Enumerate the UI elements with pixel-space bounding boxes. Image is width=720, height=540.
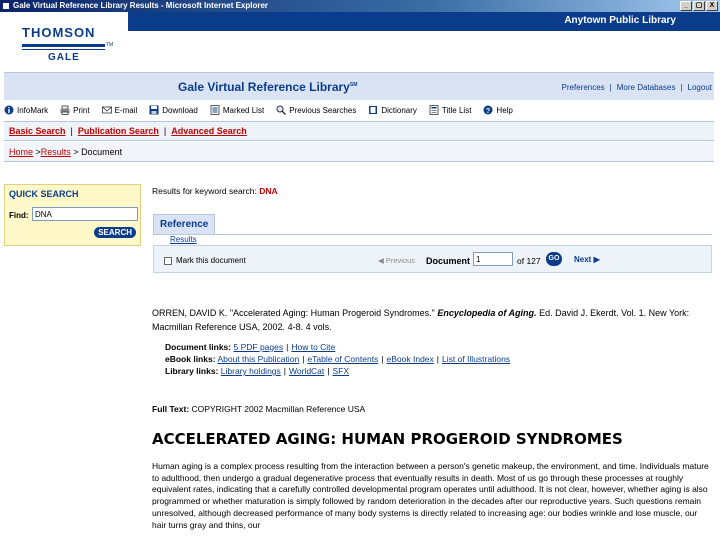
library-name: Anytown Public Library <box>564 15 676 26</box>
document-nav <box>153 245 712 273</box>
document-links <box>165 341 510 377</box>
mark-document[interactable]: Mark this document <box>164 256 246 265</box>
basic-search-link[interactable]: Basic Search <box>9 126 66 136</box>
toolbar-email[interactable]: E-mail <box>102 105 138 115</box>
citation-authors: ORREN, DAVID K. "Accelerated Aging: Human Progeroid Syndromes." <box>152 308 435 318</box>
window-title: Gale Virtual Reference Library Results - Microsoft Internet Explorer <box>13 1 269 10</box>
search-term: DNA <box>259 186 278 196</box>
document-label: Document <box>426 256 471 266</box>
article-title: ACCELERATED AGING: HUMAN PROGEROID SYNDROMES <box>152 430 623 448</box>
quick-search-panel <box>4 184 141 246</box>
pdf-pages-link[interactable]: 5 PDF pages <box>233 342 284 352</box>
search-links-bar <box>4 121 714 141</box>
breadcrumb-bar <box>4 142 714 162</box>
product-bar <box>4 72 714 100</box>
list-icon <box>210 105 220 115</box>
window-controls <box>680 1 718 11</box>
gale-logo: GALE <box>48 52 80 63</box>
more-databases-link[interactable]: More Databases <box>616 83 676 92</box>
etoc-link[interactable]: eTable of Contents <box>307 354 379 364</box>
illustrations-link[interactable]: List of Illustrations <box>442 354 511 364</box>
logo-rule-thin <box>22 49 105 50</box>
magnifier-icon <box>276 105 286 115</box>
copyright: COPYRIGHT 2002 Macmillan Reference USA <box>191 404 366 414</box>
publication-search-link[interactable]: Publication Search <box>77 126 159 136</box>
toolbar-download[interactable]: Download <box>149 105 198 115</box>
breadcrumb: Home >Results > Document <box>9 147 123 157</box>
citation <box>152 306 712 334</box>
ie-icon <box>2 2 10 10</box>
tab-rule <box>153 234 712 235</box>
library-bar <box>128 12 720 31</box>
site-header <box>0 12 720 72</box>
preferences-link[interactable]: Preferences <box>561 83 605 92</box>
tab-reference[interactable]: Reference <box>153 214 215 234</box>
document-count: of 127 <box>517 256 541 266</box>
ebook-index-link[interactable]: eBook Index <box>386 354 434 364</box>
quick-search-title: QUICK SEARCH <box>9 189 79 199</box>
toolbar-print[interactable]: Print <box>60 105 89 115</box>
citation-work: Encyclopedia of Aging. <box>437 308 537 318</box>
help-icon <box>483 105 493 115</box>
citation-details: Ed. David J. Ekerdt. Vol. 1. New York: Macmillan Reference USA, 2002. 4-8. 4 vols. <box>152 308 690 332</box>
disk-icon <box>149 105 159 115</box>
info-icon <box>4 105 14 115</box>
how-to-cite-link[interactable]: How to Cite <box>291 342 336 352</box>
logo-rule <box>22 44 105 47</box>
toolbar-help[interactable]: ? Help <box>483 105 512 115</box>
toolbar-marked-list[interactable]: Marked List <box>210 105 264 115</box>
ebook-links-row: eBook links: About this Publication | eTable of Contents | eBook Index | List of Illustrations <box>165 354 511 364</box>
left-arrow-icon: ◀ <box>378 256 384 265</box>
search-links: Basic Search | Publication Search | Advanced Search <box>9 126 247 136</box>
find-label: Find: <box>9 211 29 220</box>
top-links: Preferences | More Databases | Logout <box>561 83 712 92</box>
worldcat-link[interactable]: WorldCat <box>289 366 325 376</box>
mark-checkbox[interactable] <box>164 257 172 265</box>
envelope-icon <box>102 105 112 115</box>
previous-link[interactable]: ◀ Previous <box>378 256 416 265</box>
logout-link[interactable]: Logout <box>687 83 712 92</box>
article-body: Human aging is a complex process resulting from the interaction between a person's genetic makeup, the environment, and time. Individuals mature to adulthood, then undergo a gradual degenerative process that eventually results in death. Most of us go through these processes at roughly equivalent rates, indicating that a carefully controlled developmental program operates until adulthood. It is not clear, however, whether aging is also programmed or whether maturation is simply followed by random deterioration in the decades after our reproductive years. Such questions remain unresolved, although decreased performance of many body systems is directly related to increasing age: our bodies wrinkle and lose muscle, our hair turns gray and thins, our <box>152 461 709 530</box>
quick-search-button[interactable]: SEARCH <box>94 227 136 238</box>
next-link[interactable]: Next ▶ <box>574 255 600 264</box>
library-holdings-link[interactable]: Library holdings <box>220 366 281 376</box>
book-icon <box>368 105 378 115</box>
about-publication-link[interactable]: About this Publication <box>217 354 300 364</box>
results-summary: Results for keyword search: DNA <box>152 186 278 196</box>
doc-links-row: Document links: 5 PDF pages | How to Cite <box>165 342 336 352</box>
minimize-button[interactable]: _ <box>680 1 692 11</box>
go-button[interactable]: GO <box>546 252 562 266</box>
breadcrumb-results[interactable]: Results <box>40 147 71 157</box>
right-arrow-icon: ▶ <box>593 255 600 264</box>
close-button[interactable]: X <box>706 1 718 11</box>
sfx-link[interactable]: SFX <box>332 366 350 376</box>
printer-icon <box>60 105 70 115</box>
title-list-icon <box>429 105 439 115</box>
document-number-input[interactable] <box>473 252 513 266</box>
thomson-logo: THOMSON <box>22 25 96 40</box>
toolbar-title-list[interactable]: Title List <box>429 105 472 115</box>
toolbar-infomark[interactable]: InfoMark <box>4 105 48 115</box>
advanced-search-link[interactable]: Advanced Search <box>171 126 247 136</box>
toolbar <box>4 101 714 119</box>
logo-tm: TM <box>106 42 114 48</box>
maximize-button[interactable]: ▢ <box>693 1 705 11</box>
quick-search-input[interactable] <box>32 207 138 221</box>
full-text-line: Full Text: COPYRIGHT 2002 Macmillan Reference USA <box>152 404 366 414</box>
breadcrumb-current: Document <box>81 147 123 157</box>
product-title: Gale Virtual Reference Library℠ <box>178 80 358 94</box>
svg-text:?: ? <box>486 108 491 115</box>
toolbar-previous-searches[interactable]: Previous Searches <box>276 105 356 115</box>
library-links-row: Library links: Library holdings | WorldCat | SFX <box>165 366 350 376</box>
breadcrumb-home[interactable]: Home <box>9 147 34 157</box>
window-titlebar <box>0 0 720 12</box>
tab-results-link[interactable]: Results <box>170 235 197 244</box>
toolbar-dictionary[interactable]: Dictionary <box>368 105 417 115</box>
